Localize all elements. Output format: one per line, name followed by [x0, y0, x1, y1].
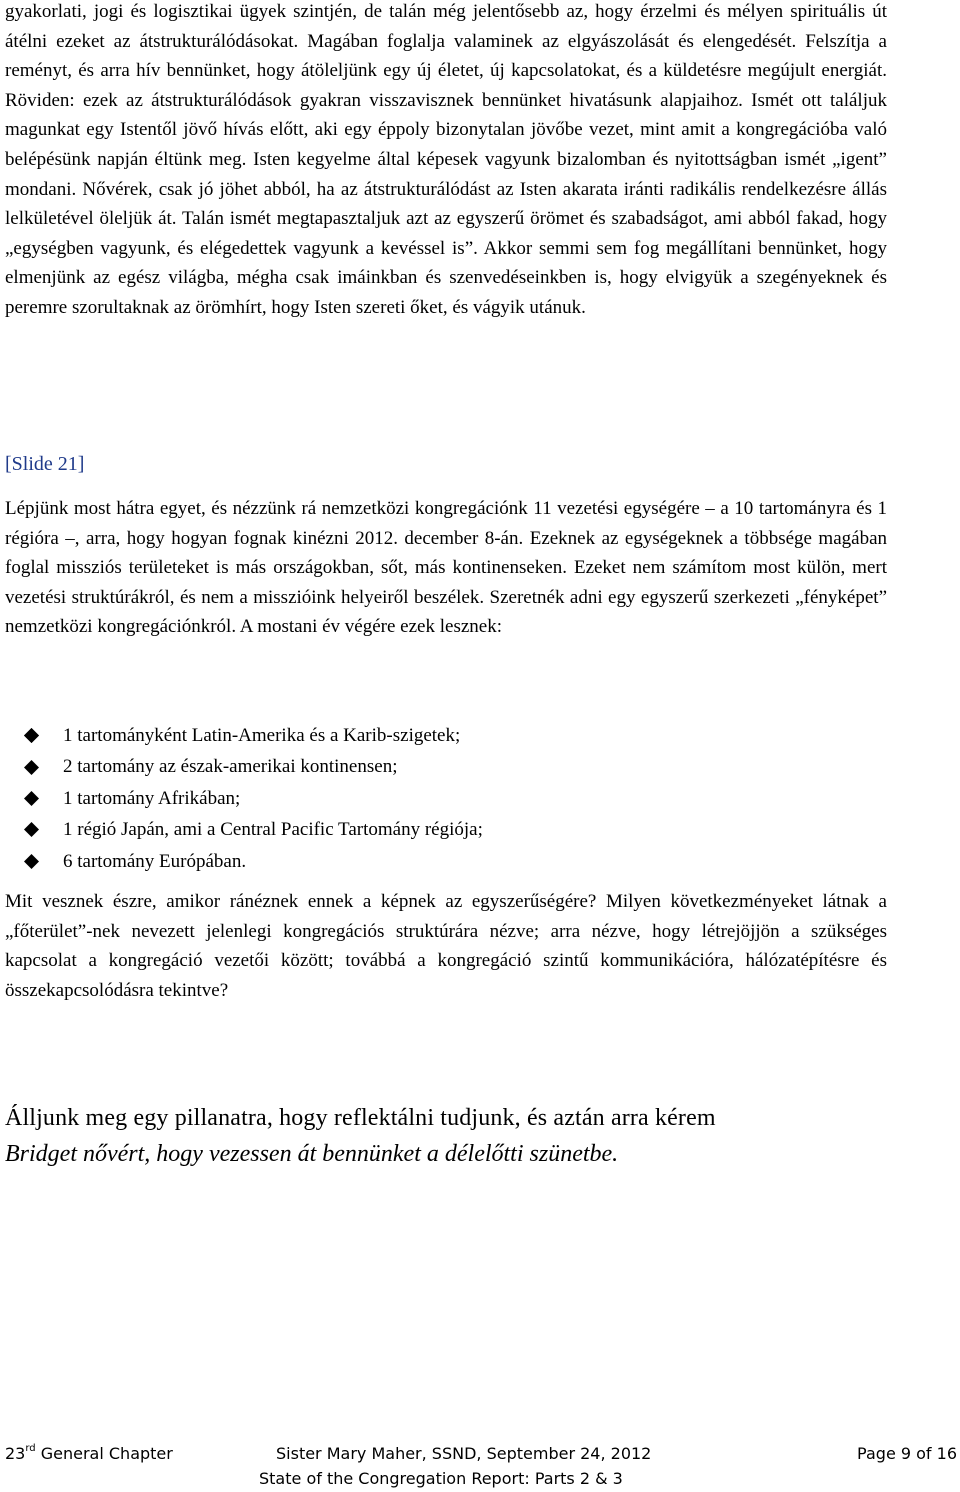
- closing-line-1: Álljunk meg egy pillanatra, hogy reflektálni tudjunk, és aztán arra kérem: [5, 1105, 716, 1131]
- footer-chapter-suffix: rd: [25, 1442, 36, 1454]
- list-item-text: 1 tartomány Afrikában;: [63, 787, 241, 809]
- list-item-text: 6 tartomány Európában.: [63, 850, 247, 872]
- list-item: [24, 846, 483, 877]
- closing-line-2: Bridget nővért, hogy vezessen át bennünket a délelőtti szünetbe.: [5, 1141, 619, 1167]
- diamond-bullet-icon: [24, 728, 39, 743]
- diamond-bullet-icon: [24, 822, 39, 837]
- diamond-bullet-icon: [24, 854, 39, 869]
- body-paragraph-1: gyakorlati, jogi és logisztikai ügyek szintjén, de talán még jelentősebb az, hogy érzelmi és mélyen spirituális út átélni ezeket az átstrukturálódásokat. Magában foglalja valaminek az elgyászolását és elengedését. Felszítja a reményt, és arra hív bennünket, hogy átöleljünk egy új életet, új kapcsolatokat, és a küldetésre megújult energiát. Röviden: ezek az átstrukturálódások gyakran visszavisznek bennünket hivatásunk alapjaihoz. Ismét ott találjuk magunkat egy Istentől jövő hívás előtt, aki egy éppoly bizonytalan jövőbe vezet, mint amit a kongregációba való belépésünk napján éltünk meg. Isten kegyelme által képesek vagyunk bizalomban és nyitottságban ismét „igent” mondani. Nővérek, csak jó jöhet abból, ha az átstrukturálódást az Isten akarata iránti radikális rendelkezésre állás lelkületével öleljük át. Talán ismét megtapasztaljuk azt az egyszerű örömet és szabadságot, ami abból fakad, hogy „egységben vagyunk, és elégedettek vagyunk a kevéssel is”. Akkor semmi sem fog megállítani bennünket, hogy elmenjünk az egész világba, mégha csak imáinkban és szenvedéseinkben is, hogy elvigyük a szegényeknek és peremre szorultaknak az örömhírt, hogy Isten szereti őket, és vágyik utánuk.: [5, 1, 887, 318]
- list-item-text: 1 régió Japán, ami a Central Pacific Tartomány régiója;: [63, 819, 483, 841]
- diamond-bullet-icon: [24, 760, 39, 775]
- list-item: [24, 720, 483, 751]
- body-paragraph-2: Lépjünk most hátra egyet, és nézzünk rá nemzetközi kongregációnk 11 vezetési egységére – a 10 tartományra és 1 régióra –, arra, hogy hogyan fognak kinézni 2012. december 8-án. Ezeknek az egységeknek a többsége magában foglal missziós területeket is más országokban, sőt, más kontinenseken. Ezeket nem számítom most külön, mert vezetési struktúrákról, és nem a misszióink helyeiről beszélek. Szeretnék adni egy egyszerű szerkezeti „fényképet” nemzetközi kongregációnkról. A mostani év végére ezek lesznek:: [5, 498, 887, 638]
- footer-chapter-text: General Chapter: [35, 1444, 173, 1463]
- footer-chapter: [5, 1444, 173, 1464]
- footer-chapter-number: 23: [5, 1444, 26, 1463]
- list-item: [24, 783, 483, 814]
- list-item-text: 1 tartományként Latin-Amerika és a Karib-szigetek;: [63, 725, 461, 746]
- page-footer: [5, 1444, 957, 1466]
- footer-author: Sister Mary Maher, SSND, September 24, 2012: [276, 1444, 652, 1463]
- slide-heading: [Slide 21]: [5, 453, 85, 475]
- list-item: [24, 751, 483, 782]
- diamond-bullet-icon: [24, 791, 39, 806]
- list-item: [24, 814, 483, 845]
- list-item-text: 2 tartomány az észak-amerikai kontinensen;: [63, 756, 398, 778]
- body-paragraph-3: Mit vesznek észre, amikor ránéznek ennek a képnek az egyszerűségére? Milyen következményeket látnak a „főterület”-nek nevezett jelenlegi kongregációs struktúrára nézve; arra nézve, hogy létrejöjjön a szükséges kapcsolat a kongregáció vezetői között; továbbá a kongregáció szintű kommunikációra, hálózatépítésre és összekapcsolódásra tekintve?: [5, 891, 887, 1001]
- closing-statement: [5, 1100, 889, 1172]
- bullet-list: [24, 720, 483, 877]
- footer-report-title: State of the Congregation Report: Parts 2 & 3: [259, 1469, 623, 1488]
- footer-page-number: Page 9 of 16: [857, 1444, 957, 1463]
